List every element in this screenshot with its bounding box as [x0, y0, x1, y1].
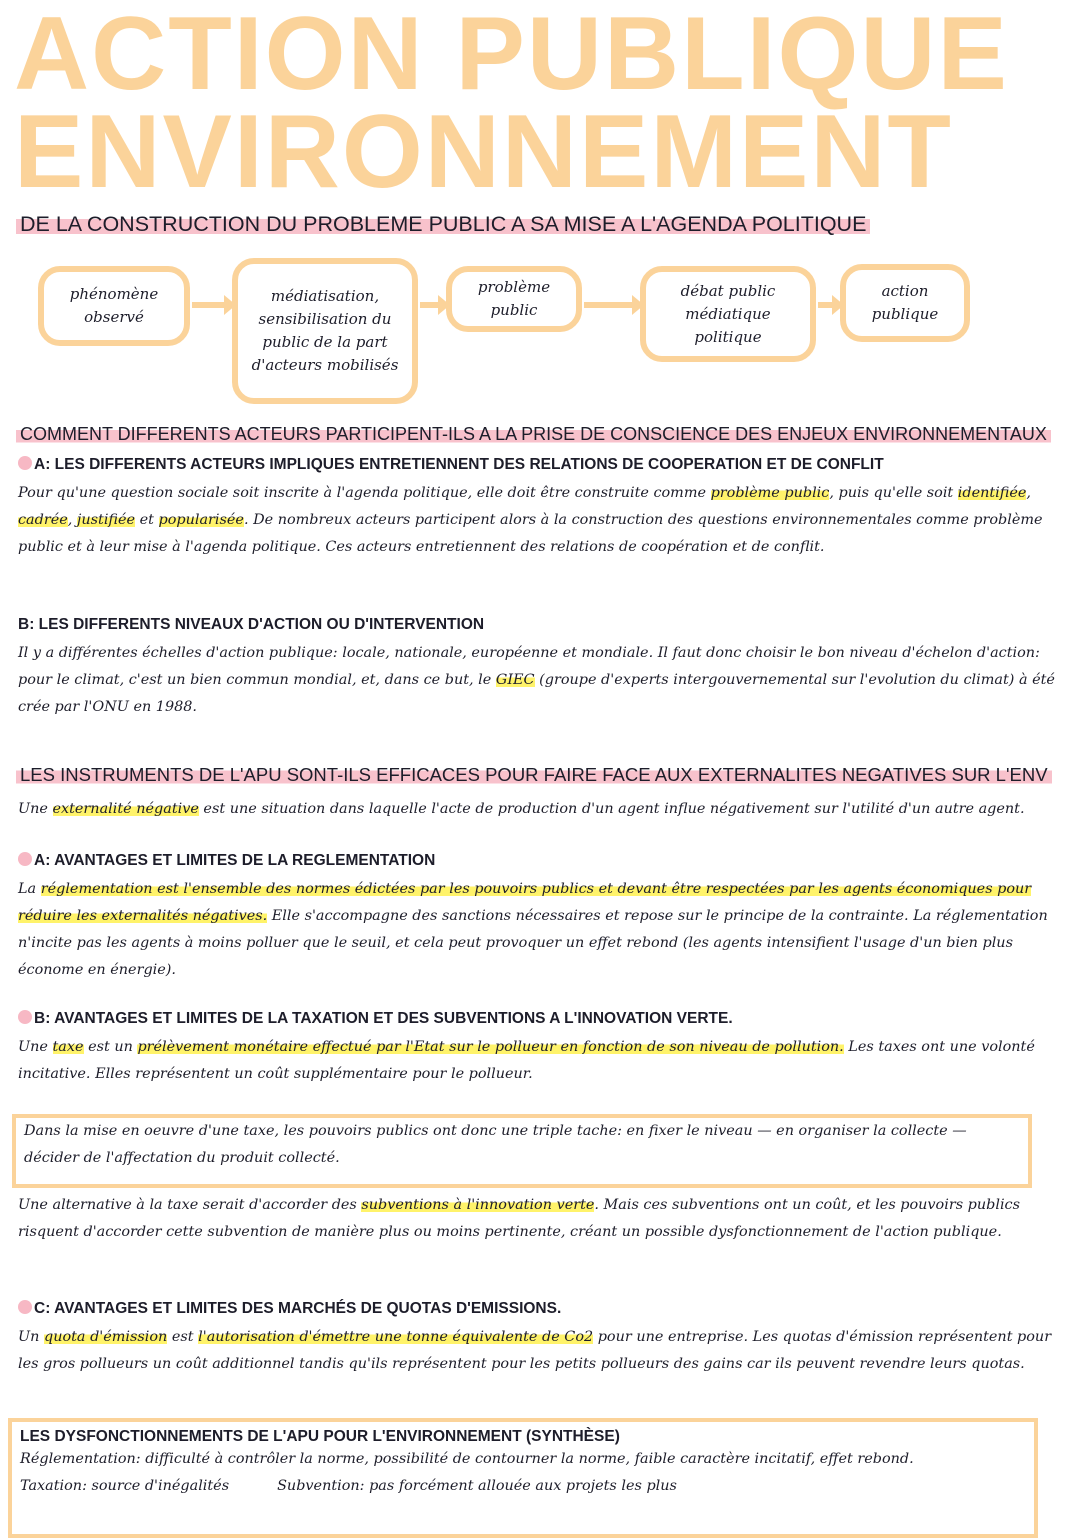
synthesis-title: LES DYSFONCTIONNEMENTS DE L'APU POUR L'ENVIRONNEMENT (SYNTHÈSE) — [20, 1428, 620, 1445]
synthesis-box — [8, 1418, 1038, 1538]
synthesis-tax-subsidy: Taxation: source d'inégalités Subvention: pas forcément allouée aux projets les plus — [20, 1478, 677, 1494]
tax-tasks-text: Dans la mise en oeuvre d'une taxe, les pouvoirs publics ont donc une triple tache: en fixer le niveau — en organiser la collecte — décider de l'affectation du produit collecté. — [24, 1123, 967, 1166]
section-3b-title: B: AVANTAGES ET LIMITES DE LA TAXATION ET DES SUBVENTIONS A L'INNOVATION VERTE. — [18, 1010, 733, 1028]
section-3a-text: La réglementation est l'ensemble des normes édictées par les pouvoirs publics et devant être respectées par les agents économiques pour réduire les externalités négatives. Elle s'accompagne des sanctions nécessaires et repose sur le principe de la contrainte. La réglementation n'incite pas les agents à moins polluer que le seuil, et cela peut provoquer un effet rebond (les agents intensifient l'usage d'un bien plus économe en énergie). — [18, 881, 1048, 978]
section-3c-title: C: AVANTAGES ET LIMITES DES MARCHÉS DE QUOTAS D'EMISSIONS. — [18, 1300, 561, 1318]
title-line-1: ACTION PUBLIQUE — [14, 0, 1009, 112]
title-line-2: ENVIRONNEMENT — [14, 94, 953, 210]
bullet-dot-icon — [18, 1300, 32, 1314]
section-3b-text: Une taxe est un prélèvement monétaire effectué par l'Etat sur le pollueur en fonction de son niveau de pollution. Les taxes ont une volonté incitative. Elles représentent un coût supplémentaire pour le pollueur. — [18, 1039, 1035, 1082]
section-2b-text: Il y a différentes échelles d'action publique: locale, nationale, européenne et mondiale. Il faut donc choisir le bon niveau d'échelon d'action: pour le climat, c'est un bien commun mondial, et, dans ce but, le GIEC (groupe d'experts intergouvernemental sur l'evolution du climat) à été crée par l'ONU en 1988. — [18, 645, 1055, 715]
flow-arrow-1 — [192, 302, 226, 308]
flow-arrow-3 — [584, 302, 634, 308]
flow-step-5: action publique — [840, 264, 970, 342]
section-3b-subsidy-text: Une alternative à la taxe serait d'accorder des subventions à l'innovation verte. Mais ces subventions ont un coût, et les pouvoirs publics risquent d'accorder cette subvention de manière plus ou moins pertinente, créant un possible dysfonctionnement de l'action publique. — [18, 1197, 1021, 1240]
bullet-dot-icon — [18, 456, 32, 470]
section-1-heading: DE LA CONSTRUCTION DU PROBLEME PUBLIC A SA MISE A L'AGENDA POLITIQUE — [16, 212, 870, 237]
section-3a-title: A: AVANTAGES ET LIMITES DE LA REGLEMENTATION — [18, 852, 435, 870]
section-2-heading: COMMENT DIFFERENTS ACTEURS PARTICIPENT-ILS A LA PRISE DE CONSCIENCE DES ENJEUX ENVIRONNEMENTAUX — [16, 424, 1051, 445]
flow-step-1: phénomène observé — [38, 266, 190, 346]
flow-arrow-2 — [420, 302, 440, 308]
flow-step-4: débat public médiatique politique — [640, 266, 816, 362]
flow-step-3: problème public — [446, 266, 582, 332]
section-3c-text: Un quota d'émission est l'autorisation d'émettre une tonne équivalente de Co2 pour une entreprise. Les quotas d'émission représentent pour les gros pollueurs un coût additionnel tandis qu'ils représentent pour les petits pollueurs des gains car ils peuvent revendre leurs quotas. — [18, 1329, 1052, 1372]
section-3-heading: LES INSTRUMENTS DE L'APU SONT-ILS EFFICACES POUR FAIRE FACE AUX EXTERNALITES NEGATIVES SUR L'ENV — [16, 764, 1052, 786]
section-2a-text: Pour qu'une question sociale soit inscrite à l'agenda politique, elle doit être construite comme problème public, puis qu'elle soit identifiée, cadrée, justifiée et popularisée. De nombreux acteurs participent alors à la construction des questions environnementales comme problème public et à leur mise à l'agenda politique. Ces acteurs entretiennent des relations de coopération et de conflit. — [18, 485, 1043, 555]
bullet-dot-icon — [18, 1010, 32, 1024]
section-2a-title: A: LES DIFFERENTS ACTEURS IMPLIQUES ENTRETIENNENT DES RELATIONS DE COOPERATION ET DE CONFLIT — [18, 456, 884, 474]
flow-arrow-4 — [818, 302, 834, 308]
section-2b-title: B: LES DIFFERENTS NIVEAUX D'ACTION OU D'INTERVENTION — [18, 616, 485, 633]
synthesis-regulation: Réglementation: difficulté à contrôler la norme, possibilité de contourner la norme, faible caractère incitatif, effet rebond. — [20, 1451, 914, 1467]
tax-tasks-box — [12, 1114, 1032, 1188]
process-flowchart — [0, 250, 1080, 410]
bullet-dot-icon — [18, 852, 32, 866]
section-3-intro: Une externalité négative est une situation dans laquelle l'acte de production d'un agent influe négativement sur l'utilité d'un autre agent. — [18, 801, 1025, 817]
flow-step-2: médiatisation, sensibilisation du public de la part d'acteurs mobilisés — [232, 258, 418, 404]
